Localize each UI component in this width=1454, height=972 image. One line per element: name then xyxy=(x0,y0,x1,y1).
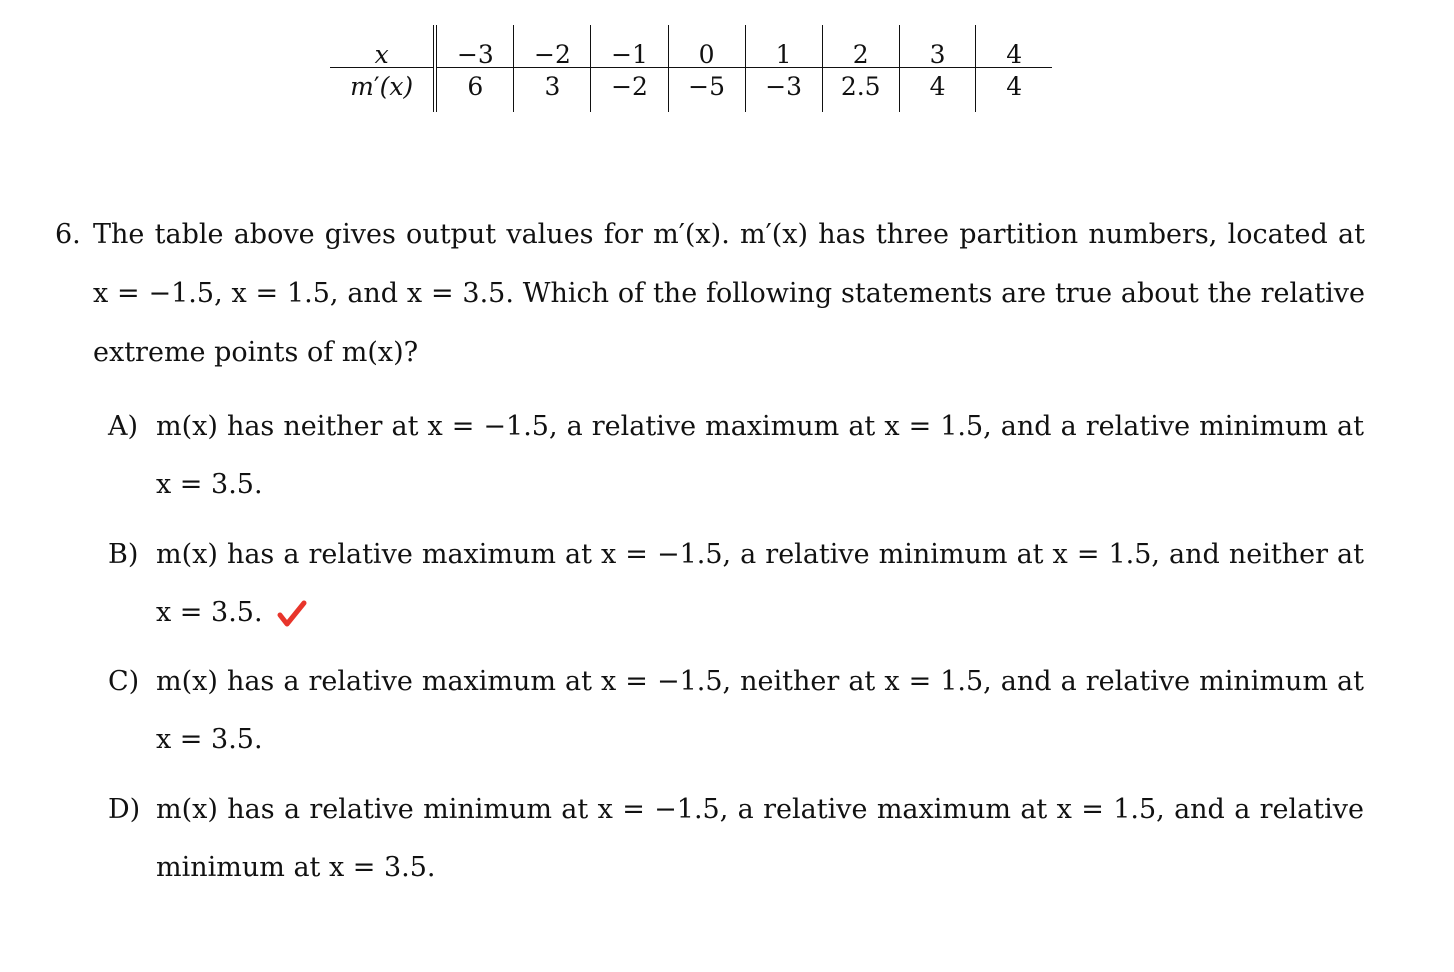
table-cell: −3 xyxy=(745,68,822,113)
table-cell: 2.5 xyxy=(822,68,899,113)
table-cell: −1 xyxy=(591,25,668,68)
table-cell: 2 xyxy=(822,25,899,68)
table-cell: 4 xyxy=(899,68,976,113)
table-cell: −2 xyxy=(514,25,591,68)
option-a[interactable] xyxy=(108,398,1364,514)
option-text: m(x) has a relative maximum at x = −1.5, neither at x = 1.5, and a relative minimum at x = 3.5. xyxy=(156,666,1364,755)
option-text: m(x) has a relative minimum at x = −1.5, a relative maximum at x = 1.5, and a relative minimum at x = 3.5. xyxy=(156,794,1364,883)
row-label-fn: m xyxy=(350,72,374,101)
question-number: 6. xyxy=(55,219,81,250)
table-cell: 6 xyxy=(435,68,514,113)
table-header-x: x xyxy=(330,25,435,68)
row-label-arg: (x) xyxy=(379,72,414,101)
option-b[interactable] xyxy=(108,526,1364,642)
option-letter: A) xyxy=(108,411,139,442)
table-cell: 1 xyxy=(745,25,822,68)
checkmark-icon xyxy=(277,600,307,628)
question-text: The table above gives output values for m′(x). m′(x) has three partition numbers, located at x = −1.5, x = 1.5, and x = 3.5. Which of the following statements are true about the relative extreme points of m(x)? xyxy=(93,219,1365,368)
table-cell: −2 xyxy=(591,68,668,113)
option-letter: D) xyxy=(108,794,141,825)
table-cell: −5 xyxy=(668,68,745,113)
option-c[interactable] xyxy=(108,653,1364,769)
table-cell: 3 xyxy=(899,25,976,68)
table-row-x xyxy=(330,25,1052,68)
option-letter: B) xyxy=(108,539,139,570)
table-header-m-prime xyxy=(330,68,435,113)
table-row-m-prime xyxy=(330,68,1052,113)
row-label-prime: ′ xyxy=(373,72,380,101)
option-d[interactable] xyxy=(108,781,1364,897)
table-cell: 3 xyxy=(514,68,591,113)
table-cell: −3 xyxy=(435,25,514,68)
option-text: m(x) has a relative maximum at x = −1.5, a relative minimum at x = 1.5, and neither at x = 3.5. xyxy=(156,539,1364,628)
option-letter: C) xyxy=(108,666,140,697)
derivative-values-table xyxy=(330,25,1052,112)
table-cell: 0 xyxy=(668,25,745,68)
table-cell: 4 xyxy=(976,25,1052,68)
table-cell: 4 xyxy=(976,68,1052,113)
question-6 xyxy=(55,205,1365,382)
option-text: m(x) has neither at x = −1.5, a relative maximum at x = 1.5, and a relative minimum at x = 3.5. xyxy=(156,411,1364,500)
